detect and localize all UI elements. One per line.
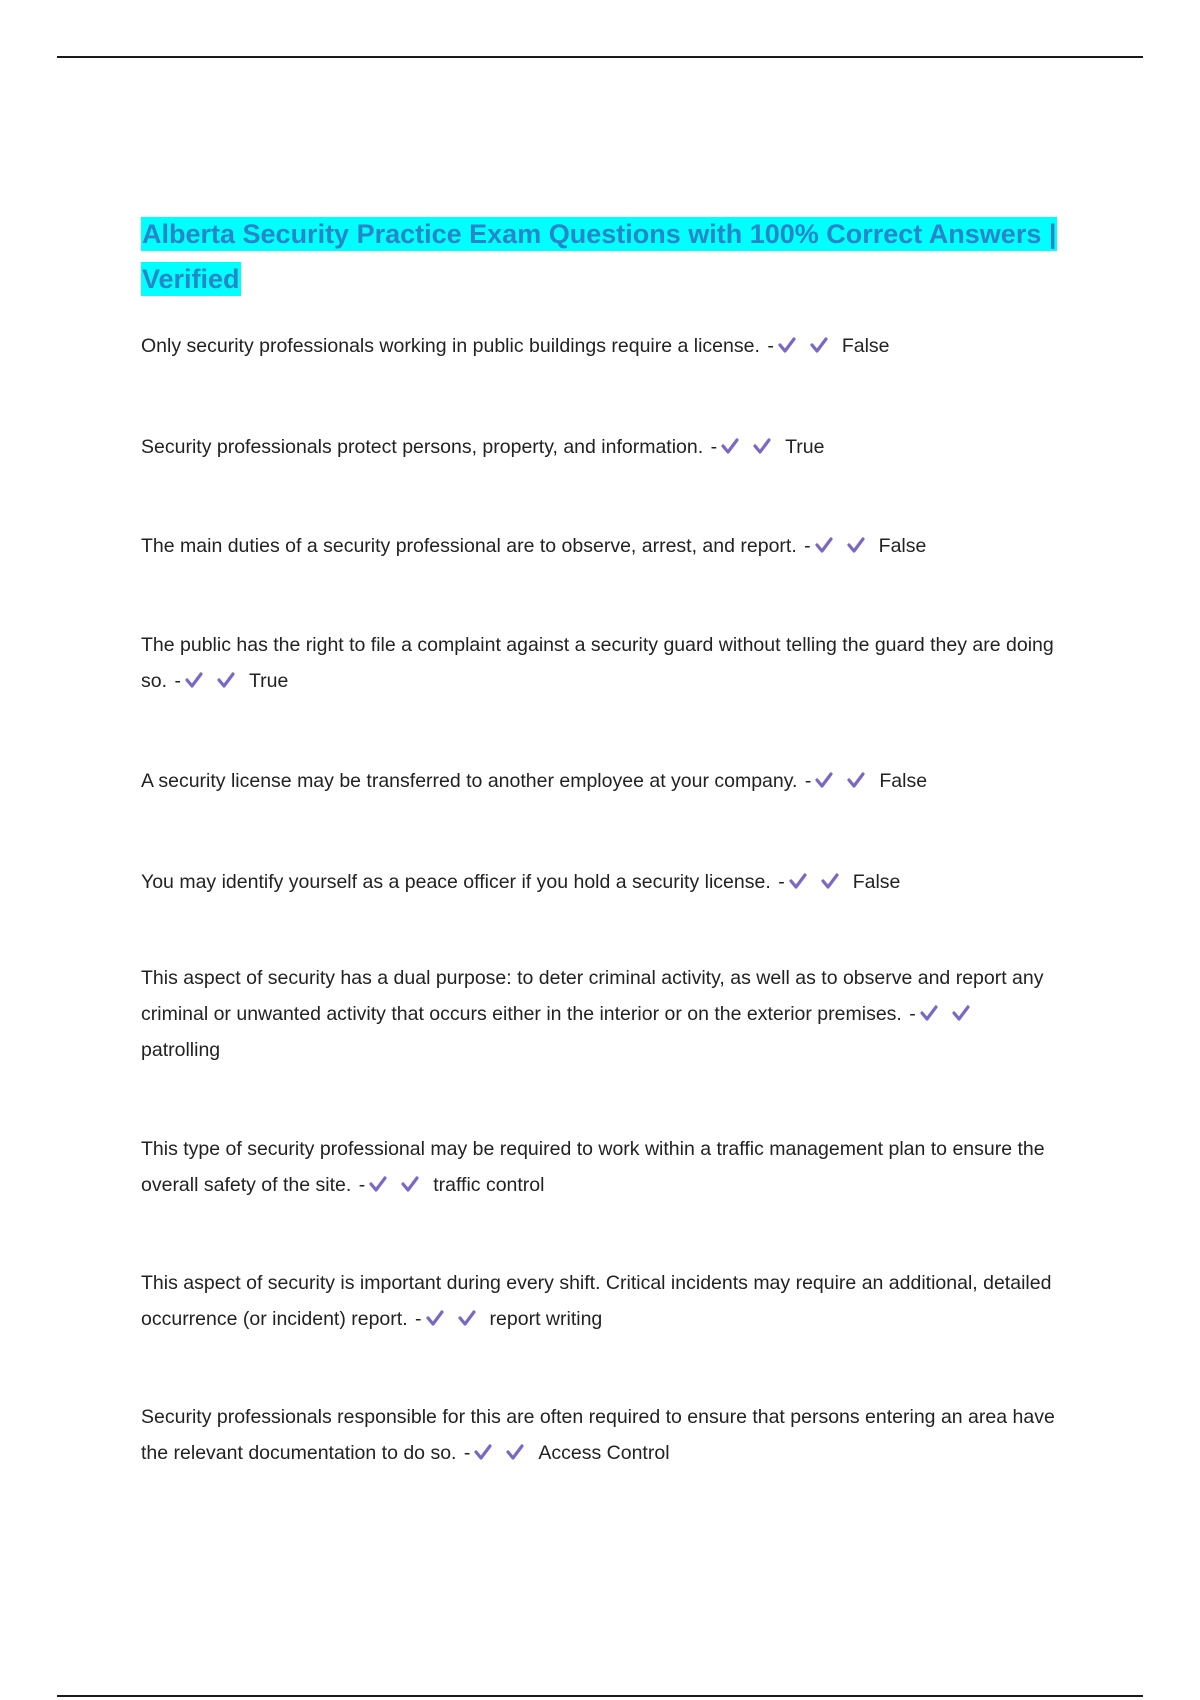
separator: - [804,535,811,557]
question-text: This type of security professional may be required to work within a traffic management plan to ensure the overall safety of the site. [141,1138,1045,1196]
question-text: The main duties of a security professional are to observe, arrest, and report. [141,535,797,557]
check-mark-icon [778,335,804,355]
check-mark-icon [847,770,873,790]
qa-item [141,627,1061,699]
qa-item [141,864,1061,900]
check-mark-icon [426,1308,452,1328]
check-mark-icon [217,670,243,690]
answer-text: traffic control [433,1174,545,1196]
qa-item [141,1131,1061,1203]
check-mark-icon [815,770,841,790]
qa-item [141,328,1061,364]
answer-text: True [785,436,825,458]
check-mark-icon [474,1442,500,1462]
qa-item [141,763,1061,799]
separator: - [778,871,785,893]
check-mark-icon [821,871,847,891]
answer-text: Access Control [538,1442,670,1464]
answer-text: patrolling [141,1039,221,1061]
separator: - [358,1174,366,1196]
qa-item [141,960,1061,1068]
question-text: Security professionals protect persons, property, and information. [141,436,704,458]
top-divider [57,56,1143,58]
question-text: Only security professionals working in public buildings require a license. [141,335,760,357]
document-body [141,212,1061,1471]
check-mark-icon [721,436,747,456]
answer-text: False [878,535,927,557]
qa-item [141,528,1061,564]
bottom-divider [57,1695,1143,1697]
answer-text: True [248,670,289,692]
question-text: This aspect of security is important during every shift. Critical incidents may require an additional, detailed occurrence (or incident) report. [141,1272,1052,1330]
question-text: A security license may be transferred to another employee at your company. [141,770,798,792]
separator: - [415,1308,422,1330]
qa-item [141,429,1061,465]
question-text: This aspect of security has a dual purpose: to deter criminal activity, as well as to observe and report any criminal or unwanted activity that occurs either in the interior or on the exterior premises. [141,967,1044,1025]
separator: - [804,770,812,792]
check-mark-icon [952,1003,978,1023]
answer-text: report writing [489,1308,603,1330]
check-mark-icon [847,535,873,555]
separator: - [767,335,774,357]
check-mark-icon [458,1308,484,1328]
qa-item [141,1265,1061,1337]
answer-text: False [852,871,901,893]
separator: - [174,670,181,692]
check-mark-icon [789,871,815,891]
check-mark-icon [920,1003,946,1023]
answer-text: False [841,335,890,357]
check-mark-icon [506,1442,532,1462]
check-mark-icon [369,1174,395,1194]
document-title: Alberta Security Practice Exam Questions with 100% Correct Answers | Verified [142,219,1057,294]
check-mark-icon [401,1174,427,1194]
separator: - [463,1442,471,1464]
separator: - [710,436,718,458]
qa-item [141,1399,1061,1471]
question-text: Security professionals responsible for this are often required to ensure that persons entering an area have the relevant documentation to do so. [141,1406,1055,1464]
check-mark-icon [185,670,211,690]
check-mark-icon [753,436,779,456]
question-text: The public has the right to file a complaint against a security guard without telling the guard they are doing so. [141,634,1054,692]
separator: - [909,1003,916,1025]
check-mark-icon [815,535,841,555]
answer-text: False [879,770,928,792]
check-mark-icon [810,335,836,355]
question-text: You may identify yourself as a peace officer if you hold a security license. [141,871,771,893]
